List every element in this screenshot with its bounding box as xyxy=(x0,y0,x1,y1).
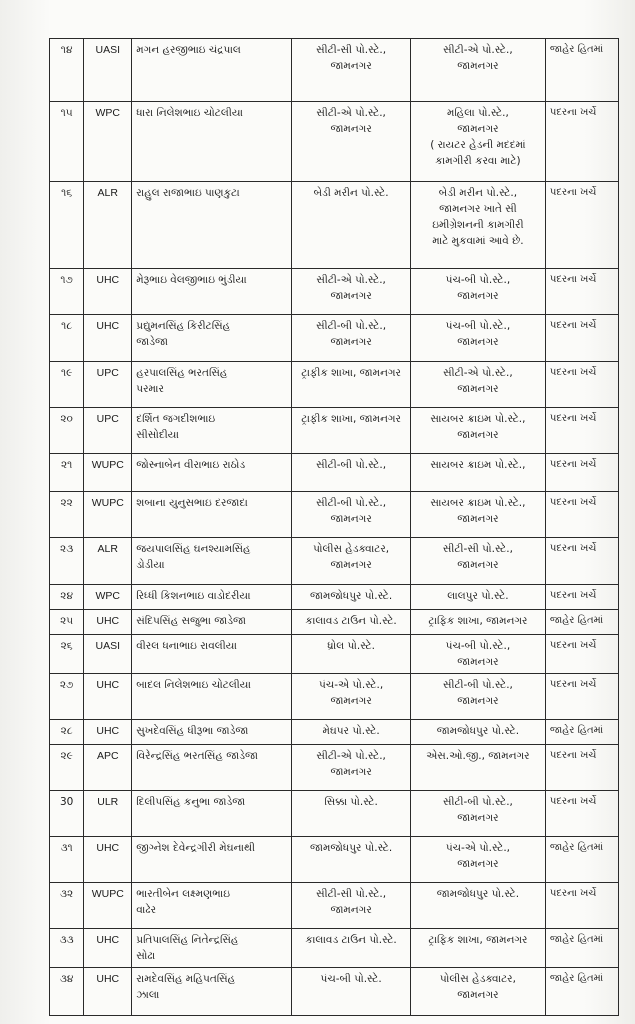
from-station: પોલીસ હેડક્વાટર, જામનગર xyxy=(313,543,390,571)
rank-code: ALR xyxy=(97,543,118,555)
to-station-cell xyxy=(411,883,546,929)
row-number-cell xyxy=(50,538,84,585)
rank-code-cell xyxy=(84,883,132,929)
row-number-cell xyxy=(50,610,84,635)
rank-code-cell xyxy=(84,454,132,492)
transfer-remark: પદરના ખર્ચે xyxy=(549,640,597,651)
table-row xyxy=(50,610,619,635)
to-station-cell xyxy=(411,674,546,720)
from-station-cell xyxy=(292,408,411,454)
rank-code-cell xyxy=(84,102,132,182)
from-station-cell xyxy=(292,745,411,791)
rank-code: WUPC xyxy=(91,459,124,471)
transfer-table xyxy=(49,38,619,1016)
rank-code-cell xyxy=(84,968,132,1016)
rank-code: UHC xyxy=(96,320,120,332)
row-number: ૨૪ xyxy=(60,590,73,602)
table-row xyxy=(50,585,619,610)
transfer-remark: પદરના ખર્ચે xyxy=(549,187,597,198)
from-station: સીટી-બી પો.સ્ટે., જામનગર xyxy=(316,320,387,348)
row-number-cell xyxy=(50,362,84,408)
rank-code: UHC xyxy=(96,615,120,627)
employee-name: દિલીપસિંહ કનુભા જાડેજા xyxy=(136,796,246,808)
rank-code: ALR xyxy=(97,187,118,199)
to-station-cell xyxy=(411,585,546,610)
transfer-remark: પદરના ખર્ચે xyxy=(549,497,597,508)
transfer-remark-cell xyxy=(545,362,618,408)
from-station-cell xyxy=(292,720,411,745)
transfer-remark-cell xyxy=(545,674,618,720)
employee-name-cell xyxy=(132,837,292,883)
to-station-cell xyxy=(411,102,546,182)
to-station: ટ્રાફિક શાખા, જામનગર xyxy=(428,934,528,946)
to-station-cell xyxy=(411,182,546,269)
rank-code: WUPC xyxy=(91,888,124,900)
row-number-cell xyxy=(50,269,84,315)
row-number: ૨૭ xyxy=(59,679,74,691)
to-station: સીટી-સી પો.સ્ટે., જામનગર xyxy=(442,543,513,571)
to-station: જામજોધપુર પો.સ્ટે. xyxy=(436,888,520,900)
to-station: સીટી-બી પો.સ્ટે., જામનગર xyxy=(442,679,513,707)
from-station: સીટી-સી પો.સ્ટે., જામનગર xyxy=(316,44,387,72)
table-row xyxy=(50,315,619,362)
row-number: ૧૮ xyxy=(61,320,73,332)
transfer-remark-cell xyxy=(545,492,618,538)
employee-name-cell xyxy=(132,929,292,968)
row-number: ૨૦ xyxy=(60,413,73,425)
transfer-remark: પદરના ખર્ચે xyxy=(549,367,597,378)
from-station-cell xyxy=(292,929,411,968)
transfer-remark-cell xyxy=(545,720,618,745)
transfer-remark-cell xyxy=(545,635,618,674)
transfer-remark: જાહેર હિતમાં xyxy=(549,615,604,626)
transfer-remark: પદરના ખર્ચે xyxy=(549,750,597,761)
table-row xyxy=(50,745,619,791)
transfer-remark-cell xyxy=(545,745,618,791)
transfer-remark-cell xyxy=(545,315,618,362)
row-number-cell xyxy=(50,674,84,720)
rank-code-cell xyxy=(84,791,132,837)
row-number-cell xyxy=(50,968,84,1016)
employee-name-cell xyxy=(132,39,292,102)
table-row xyxy=(50,454,619,492)
table-row xyxy=(50,102,619,182)
row-number: ૧૬ xyxy=(61,187,73,199)
from-station-cell xyxy=(292,635,411,674)
table-row xyxy=(50,538,619,585)
from-station-cell xyxy=(292,837,411,883)
transfer-remark: પદરના ખર્ચે xyxy=(549,796,597,807)
row-number: ૩૩ xyxy=(59,934,74,946)
transfer-remark-cell xyxy=(545,791,618,837)
rank-code: ULR xyxy=(97,796,119,808)
employee-name-cell xyxy=(132,883,292,929)
row-number: ૧૯ xyxy=(60,367,73,379)
to-station: એસ.ઓ.જી., જામનગર xyxy=(426,750,530,762)
rank-code: UHC xyxy=(96,842,120,854)
employee-name-cell xyxy=(132,408,292,454)
from-station: મેઘપર પો.સ્ટે. xyxy=(322,725,380,737)
to-station-cell xyxy=(411,968,546,1016)
from-station-cell xyxy=(292,883,411,929)
to-station: મહિલા પો.સ્ટે., જામનગર ( રાયટર હેડની મદદમાં કામગીરી કરવા માટે) xyxy=(430,107,526,167)
rank-code: UPC xyxy=(96,413,119,425)
transfer-remark: પદરના ખર્ચે xyxy=(549,459,597,470)
table-row xyxy=(50,968,619,1016)
from-station: સીટી-સી પો.સ્ટે., જામનગર xyxy=(316,888,387,916)
transfer-remark-cell xyxy=(545,883,618,929)
to-station-cell xyxy=(411,929,546,968)
employee-name-cell xyxy=(132,635,292,674)
from-station: સિક્કા પો.સ્ટે. xyxy=(324,796,378,808)
table-row xyxy=(50,408,619,454)
rank-code-cell xyxy=(84,610,132,635)
employee-name-cell xyxy=(132,610,292,635)
from-station-cell xyxy=(292,362,411,408)
rank-code: UHC xyxy=(96,274,120,286)
transfer-remark: જાહેર હિતમાં xyxy=(549,973,604,984)
transfer-remark: પદરના ખર્ચે xyxy=(549,679,597,690)
row-number: ૧૭ xyxy=(60,274,73,286)
employee-name-cell xyxy=(132,791,292,837)
to-station-cell xyxy=(411,538,546,585)
table-row xyxy=(50,837,619,883)
row-number: ૩૨ xyxy=(60,888,74,900)
to-station-cell xyxy=(411,492,546,538)
transfer-remark-cell xyxy=(545,182,618,269)
transfer-remark: પદરના ખર્ચે xyxy=(549,590,597,601)
table-row xyxy=(50,791,619,837)
transfer-remark-cell xyxy=(545,837,618,883)
from-station: પંચ-બી પો.સ્ટે. xyxy=(320,973,382,985)
from-station: સીટી-બી પો.સ્ટે., xyxy=(316,459,387,471)
from-station-cell xyxy=(292,454,411,492)
to-station-cell xyxy=(411,791,546,837)
employee-name-cell xyxy=(132,102,292,182)
rank-code-cell xyxy=(84,362,132,408)
rank-code-cell xyxy=(84,745,132,791)
rank-code-cell xyxy=(84,315,132,362)
to-station: સાયબર ક્રાઇમ પો.સ્ટે., xyxy=(430,459,526,471)
from-station-cell xyxy=(292,492,411,538)
employee-name-cell xyxy=(132,538,292,585)
rank-code-cell xyxy=(84,929,132,968)
row-number: ૧૪ xyxy=(60,44,73,56)
rank-code: UHC xyxy=(96,725,120,737)
from-station-cell xyxy=(292,791,411,837)
from-station-cell xyxy=(292,269,411,315)
row-number-cell xyxy=(50,39,84,102)
from-station: સીટી-એ પો.સ્ટે., જામનગર xyxy=(316,274,386,302)
to-station-cell xyxy=(411,635,546,674)
employee-name: મેરૂભાઇ વેલજીભાઇ ભુંડીયા xyxy=(136,274,247,286)
from-station-cell xyxy=(292,585,411,610)
from-station-cell xyxy=(292,315,411,362)
transfer-remark-cell xyxy=(545,454,618,492)
employee-name: પ્રતિપાલસિંહ નિતેન્દ્રસિંહ સોઢા xyxy=(136,934,239,962)
row-number: ૨૮ xyxy=(60,725,73,737)
to-station-cell xyxy=(411,39,546,102)
to-station: સીટી-એ પો.સ્ટે., જામનગર xyxy=(443,367,513,395)
to-station: લાલપુર પો.સ્ટે. xyxy=(447,590,509,602)
employee-name: જીગ્નેશ દેવેન્દ્રગીરી મેઘનાથી xyxy=(136,842,256,854)
to-station-cell xyxy=(411,362,546,408)
table-row xyxy=(50,720,619,745)
employee-name: રિધ્ધી કિશનભાઇ વાડોદરીયા xyxy=(136,590,251,602)
transfer-remark: પદરના ખર્ચે xyxy=(549,107,597,118)
from-station: જામજોધપુર પો.સ્ટે. xyxy=(309,842,393,854)
transfer-remark: પદરના ખર્ચે xyxy=(549,888,597,899)
to-station: બેડી મરીન પો.સ્ટે., જામનગર ખાતે સી ઇમીગ્રેશનની કામગીરી માટે મુકવામાં આવે છે. xyxy=(432,187,524,247)
employee-name: સુખદેવસિંહ ધીરૂભા જાડેજા xyxy=(136,725,249,737)
row-number-cell xyxy=(50,837,84,883)
row-number-cell xyxy=(50,929,84,968)
row-number: ૨૫ xyxy=(60,615,74,627)
row-number-cell xyxy=(50,315,84,362)
transfer-remark-cell xyxy=(545,39,618,102)
row-number: ૨૩ xyxy=(60,543,74,555)
row-number: ૨૧ xyxy=(60,459,73,471)
transfer-remark-cell xyxy=(545,929,618,968)
row-number: ૩૧ xyxy=(60,842,73,854)
rank-code: UASI xyxy=(95,44,121,56)
from-station-cell xyxy=(292,102,411,182)
row-number: ૨૨ xyxy=(60,497,73,509)
employee-name: શબાના યુનુસભાઇ દરજાદા xyxy=(136,497,248,509)
from-station-cell xyxy=(292,39,411,102)
row-number-cell xyxy=(50,182,84,269)
table-row xyxy=(50,674,619,720)
row-number-cell xyxy=(50,745,84,791)
employee-name: મગન હરજીભાઇ ચંદ્રપાલ xyxy=(136,44,241,56)
row-number-cell xyxy=(50,492,84,538)
employee-name-cell xyxy=(132,968,292,1016)
transfer-remark: જાહેર હિતમાં xyxy=(549,725,604,736)
table-row xyxy=(50,269,619,315)
employee-name-cell xyxy=(132,585,292,610)
employee-name: વિરેન્દ્રસિંહ ભરતસિંહ જાડેજા xyxy=(136,750,258,762)
employee-name-cell xyxy=(132,674,292,720)
transfer-remark: જાહેર હિતમાં xyxy=(549,44,604,55)
transfer-remark-cell xyxy=(545,585,618,610)
to-station: પંચ-બી પો.સ્ટે., જામનગર xyxy=(445,320,511,348)
from-station: કાલાવડ ટાઉન પો.સ્ટે. xyxy=(305,934,397,946)
transfer-remark: જાહેર હિતમાં xyxy=(549,842,604,853)
transfer-remark-cell xyxy=(545,408,618,454)
row-number-cell xyxy=(50,408,84,454)
rank-code: UASI xyxy=(95,640,121,652)
employee-name-cell xyxy=(132,492,292,538)
rank-code: WPC xyxy=(95,590,120,602)
to-station: પંચ-બી પો.સ્ટે., જામનગર xyxy=(445,640,511,668)
to-station: પંચ-બી પો.સ્ટે., જામનગર xyxy=(445,274,511,302)
transfer-remark-cell xyxy=(545,610,618,635)
rank-code: APC xyxy=(96,750,119,762)
rank-code-cell xyxy=(84,674,132,720)
rank-code-cell xyxy=(84,585,132,610)
rank-code-cell xyxy=(84,720,132,745)
employee-name: ધારા નિલેશભાઇ ચોટલીયા xyxy=(136,107,244,119)
transfer-remark-cell xyxy=(545,968,618,1016)
from-station: કાલાવડ ટાઉન પો.સ્ટે. xyxy=(305,615,397,627)
from-station-cell xyxy=(292,182,411,269)
row-number: ૨૯ xyxy=(60,750,73,762)
employee-name: બાદલ નિલેશભાઇ ચોટલીયા xyxy=(136,679,251,691)
table-row xyxy=(50,39,619,102)
rank-code: UHC xyxy=(96,973,120,985)
row-number-cell xyxy=(50,585,84,610)
to-station-cell xyxy=(411,610,546,635)
to-station-cell xyxy=(411,269,546,315)
row-number: 30 xyxy=(59,796,74,808)
to-station-cell xyxy=(411,745,546,791)
transfer-remark: પદરના ખર્ચે xyxy=(549,413,597,424)
employee-name-cell xyxy=(132,315,292,362)
row-number: ૧૫ xyxy=(60,107,73,119)
from-station: ટ્રાફીક શાખા, જામનગર xyxy=(301,413,401,425)
employee-name: જોસ્નાબેન વીરાભાઇ રાઠોડ xyxy=(136,459,246,471)
rank-code: WUPC xyxy=(91,497,124,509)
to-station: જામજોધપુર પો.સ્ટે. xyxy=(436,725,520,737)
employee-name-cell xyxy=(132,454,292,492)
table-row xyxy=(50,182,619,269)
to-station: સીટી-બી પો.સ્ટે., જામનગર xyxy=(442,796,513,824)
from-station: બેડી મરીન પો.સ્ટે. xyxy=(313,187,389,199)
from-station-cell xyxy=(292,674,411,720)
transfer-remark-cell xyxy=(545,269,618,315)
row-number-cell xyxy=(50,102,84,182)
table-row xyxy=(50,929,619,968)
to-station-cell xyxy=(411,408,546,454)
employee-name-cell xyxy=(132,745,292,791)
transfer-table-body xyxy=(50,39,619,1016)
row-number-cell xyxy=(50,791,84,837)
employee-name: રામદેવસિંહ મહિપતસિંહ ઝાલા xyxy=(136,973,236,1001)
to-station: સાયબર ક્રાઇમ પો.સ્ટે., જામનગર xyxy=(430,413,526,441)
row-number: ૨૬ xyxy=(60,640,73,652)
rank-code-cell xyxy=(84,837,132,883)
row-number: ૩૪ xyxy=(59,973,74,985)
from-station: સીટી-એ પો.સ્ટે., જામનગર xyxy=(316,750,386,778)
from-station-cell xyxy=(292,610,411,635)
from-station: ટ્રાફીક શાખા, જામનગર xyxy=(301,367,401,379)
table-row xyxy=(50,492,619,538)
employee-name: રાહુલ રાજાભાઇ પાણકુટા xyxy=(136,187,240,199)
from-station: જામજોધપુર પો.સ્ટે. xyxy=(309,590,393,602)
rank-code: WPC xyxy=(95,107,120,119)
table-row xyxy=(50,362,619,408)
row-number-cell xyxy=(50,720,84,745)
transfer-remark: જાહેર હિતમાં xyxy=(549,934,604,945)
employee-name: વીરલ ધનાભાઇ રાવલીયા xyxy=(136,640,237,652)
row-number-cell xyxy=(50,454,84,492)
employee-name: પ્રદ્યુમનસિંહ કિરીટસિંહ જાડેજા xyxy=(136,320,231,348)
transfer-remark: પદરના ખર્ચે xyxy=(549,320,597,331)
from-station-cell xyxy=(292,538,411,585)
rank-code: UHC xyxy=(96,934,120,946)
employee-name-cell xyxy=(132,362,292,408)
rank-code-cell xyxy=(84,182,132,269)
rank-code-cell xyxy=(84,492,132,538)
employee-name: હરપાલસિંહ ભરતસિંહ પરમાર xyxy=(136,367,228,395)
employee-name: સંદિપસિંહ સજુભા જાડેજા xyxy=(136,615,246,627)
employee-name-cell xyxy=(132,720,292,745)
rank-code-cell xyxy=(84,39,132,102)
to-station: સાયબર ક્રાઇમ પો.સ્ટે., જામનગર xyxy=(430,497,526,525)
transfer-remark-cell xyxy=(545,102,618,182)
rank-code: UHC xyxy=(96,679,120,691)
to-station: પોલીસ હેડક્વાટર, જામનગર xyxy=(439,973,516,1001)
row-number-cell xyxy=(50,635,84,674)
from-station-cell xyxy=(292,968,411,1016)
to-station-cell xyxy=(411,315,546,362)
rank-code-cell xyxy=(84,269,132,315)
employee-name: ભારતીબેન લક્ષ્મણભાઇ વાઢેર xyxy=(136,888,231,916)
rank-code: UPC xyxy=(96,367,119,379)
rank-code-cell xyxy=(84,538,132,585)
employee-name: દર્શિત જગદીશભાઇ સીસોદીયા xyxy=(136,413,216,441)
from-station: સીટી-એ પો.સ્ટે., જામનગર xyxy=(316,107,386,135)
table-row xyxy=(50,635,619,674)
employee-name: જયપાલસિંહ ઘનશ્યામસિંહ ડોડીયા xyxy=(136,543,251,571)
transfer-remark: પદરના ખર્ચે xyxy=(549,543,597,554)
from-station: પંચ-એ પો.સ્ટે., જામનગર xyxy=(319,679,384,707)
to-station-cell xyxy=(411,720,546,745)
transfer-remark-cell xyxy=(545,538,618,585)
to-station: સીટી-એ પો.સ્ટે., જામનગર xyxy=(443,44,513,72)
to-station-cell xyxy=(411,454,546,492)
table-row xyxy=(50,883,619,929)
employee-name-cell xyxy=(132,182,292,269)
to-station-cell xyxy=(411,837,546,883)
transfer-remark: પદરના ખર્ચે xyxy=(549,274,597,285)
employee-name-cell xyxy=(132,269,292,315)
rank-code-cell xyxy=(84,408,132,454)
to-station: ટ્રાફિક શાખા, જામનગર xyxy=(428,615,528,627)
rank-code-cell xyxy=(84,635,132,674)
from-station: સીટી-બી પો.સ્ટે., જામનગર xyxy=(316,497,387,525)
to-station: પંચ-એ પો.સ્ટે., જામનગર xyxy=(445,842,511,870)
row-number-cell xyxy=(50,883,84,929)
from-station: ધ્રોલ પો.સ્ટે. xyxy=(327,640,375,652)
